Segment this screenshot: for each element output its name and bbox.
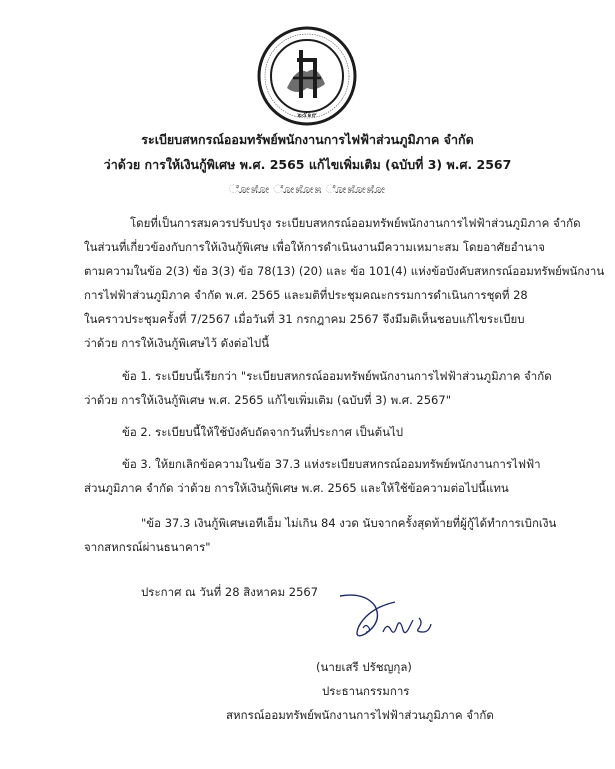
handwritten-signature (335, 588, 455, 644)
preamble-line: ว่าด้วย การให้เงินกู้พิเศษไว้ ดังต่อไปนี้ (84, 336, 270, 350)
clause-2: ข้อ 2. ระเบียบนี้ให้ใช้บังคับถัดจากวันที่ประกาศ เป็นต้นไป (122, 425, 404, 439)
document-title-line1: ระเบียบสหกรณ์ออมทรัพย์พนักงานการไฟฟ้าส่วนภูมิภาค จำกัด (141, 132, 474, 147)
clause-3-line: ข้อ 3. ให้ยกเลิกข้อความในข้อ 37.3 แห่งระเบียบสหกรณ์ออมทรัพย์พนักงานการไฟฟ้า (122, 457, 541, 471)
preamble-line: การไฟฟ้าส่วนภูมิภาค จำกัด พ.ศ. 2565 และมติที่ประชุมคณะกรรมการดำเนินการชุดที่ 28 (84, 288, 528, 302)
quoted-text-line: "ข้อ 37.3 เงินกู้พิเศษเอทีเอ็ม ไม่เกิน 84 งวด นับจากครั้งสุดท้ายที่ผู้กู้ได้ทำการเบิกเงิน (141, 516, 557, 530)
clause-3-line: ส่วนภูมิภาค จำกัด ว่าด้วย การให้เงินกู้พิเศษ พ.ศ. 2565 และให้ใช้ข้อความต่อไปนี้แทน (84, 481, 509, 495)
clause-1-line: ว่าด้วย การให้เงินกู้พิเศษ พ.ศ. 2565 แก้ไขเพิ่มเติม (ฉบับที่ 3) พ.ศ. 2567" (84, 393, 451, 407)
svg-text:๒๕๑๙: ๒๕๑๙ (297, 111, 317, 119)
signer-title: ประธานกรรมการ (322, 684, 410, 698)
clause-1-line: ข้อ 1. ระเบียบนี้เรียกว่า "ระเบียบสหกรณ์ออมทรัพย์พนักงานการไฟฟ้าส่วนภูมิภาค จำกัด (122, 369, 552, 383)
preamble-line: ในส่วนที่เกี่ยวข้องกับการให้เงินกู้พิเศษ เพื่อให้การดำเนินงานมีความเหมาะสม โดยอาศัยอำนาจ (84, 240, 546, 254)
quoted-text-line: จากสหกรณ์ผ่านธนาคาร" (84, 540, 211, 554)
preamble-line: ตามความในข้อ 2(3) ข้อ 3(3) ข้อ 78(13) (20) และ ข้อ 101(4) แห่งข้อบังคับสหกรณ์ออมทรัพย์พนักงาน (84, 264, 605, 278)
signer-name: (นายเสรี ปรัชญกุล) (316, 660, 412, 674)
ornament-divider: ೋ೫ೋ ೋ೫ೋ೫ ೋ೫ೋ೫ೋ (228, 182, 387, 196)
cooperative-seal-logo (257, 26, 357, 126)
document-title-line2: ว่าด้วย การให้เงินกู้พิเศษ พ.ศ. 2565 แก้ไขเพิ่มเติม (ฉบับที่ 3) พ.ศ. 2567 (103, 157, 512, 172)
announcement-date: ประกาศ ณ วันที่ 28 สิงหาคม 2567 (141, 585, 319, 599)
preamble-line: ในคราวประชุมครั้งที่ 7/2567 เมื่อวันที่ 31 กรกฎาคม 2567 จึงมีมติเห็นชอบแก้ไขระเบียบ (84, 312, 525, 326)
signer-organization: สหกรณ์ออมทรัพย์พนักงานการไฟฟ้าส่วนภูมิภาค จำกัด (226, 708, 494, 722)
preamble-line: โดยที่เป็นการสมควรปรับปรุง ระเบียบสหกรณ์ออมทรัพย์พนักงานการไฟฟ้าส่วนภูมิภาค จำกัด (130, 216, 581, 230)
